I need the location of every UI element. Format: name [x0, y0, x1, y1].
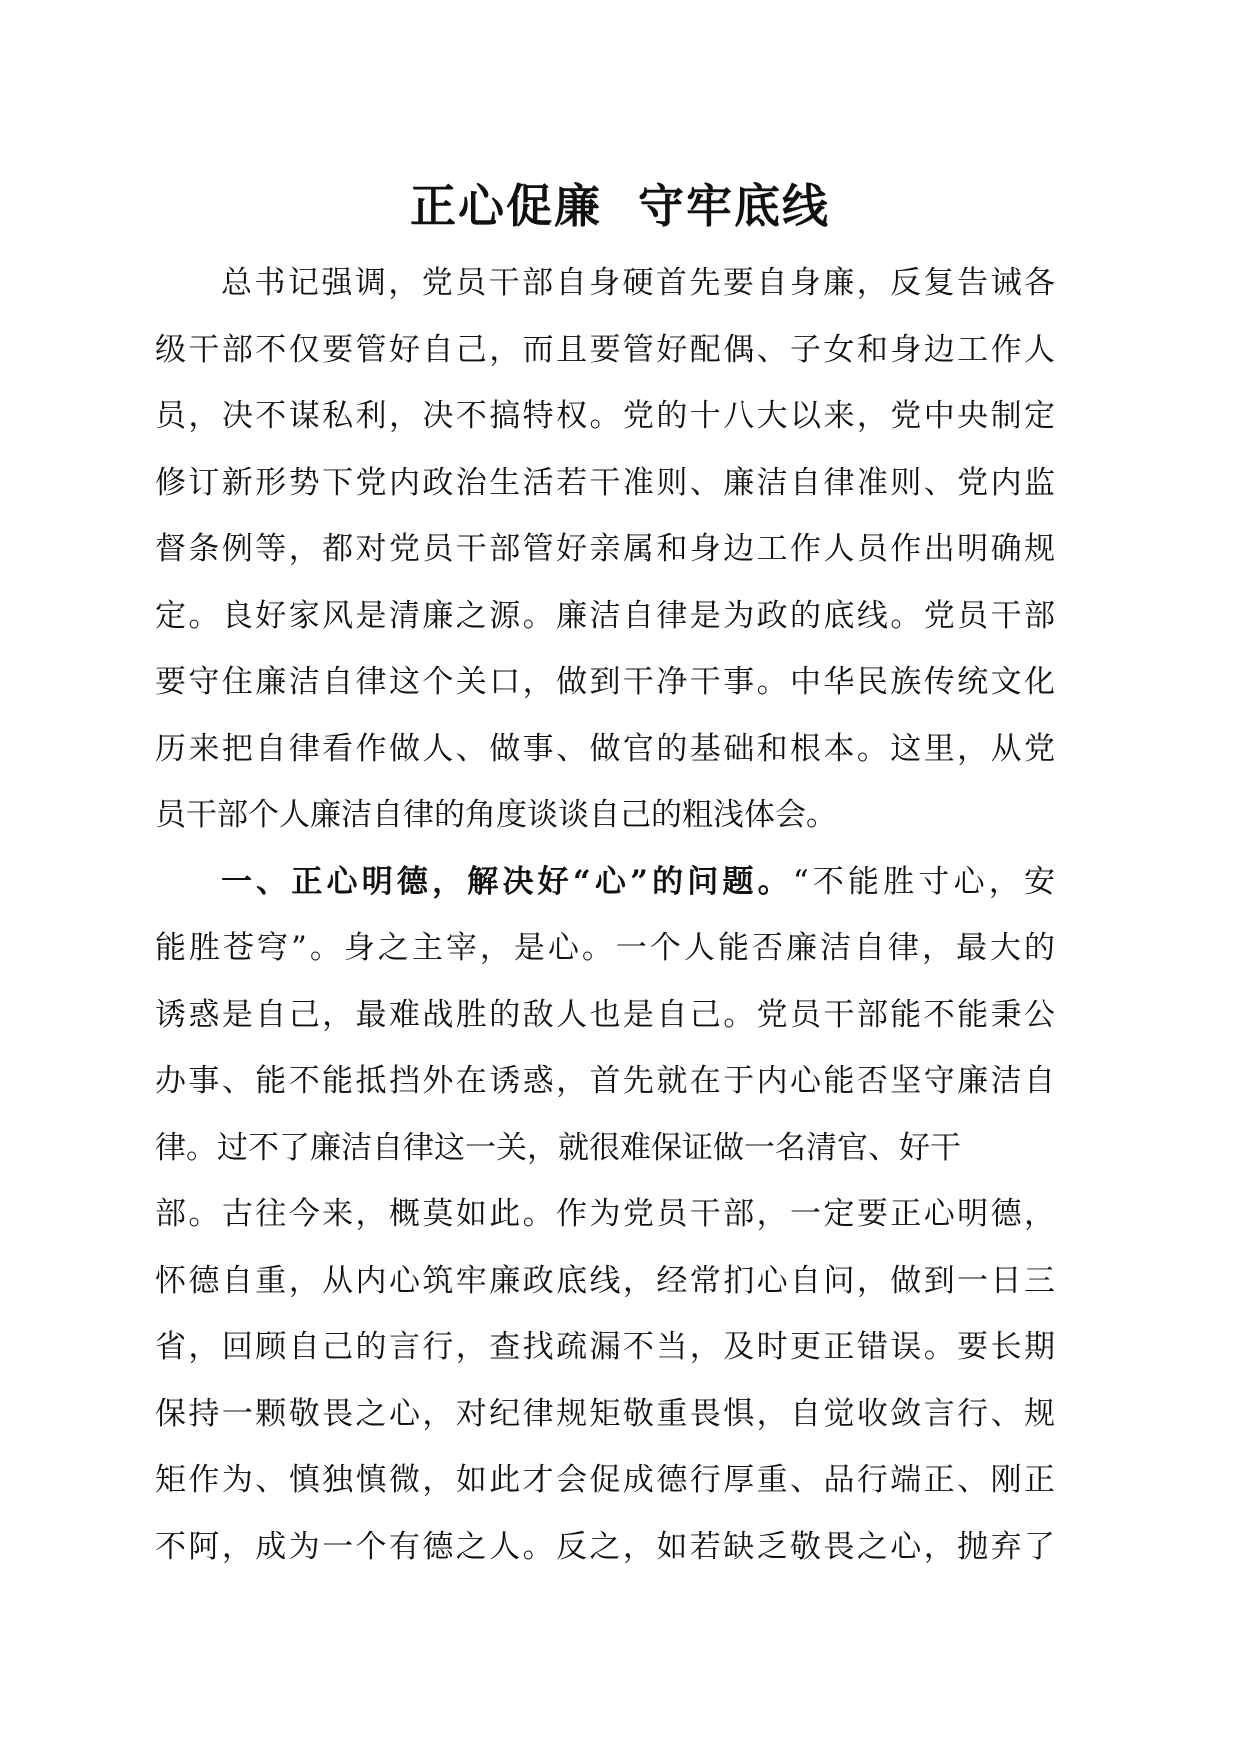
paragraph-intro — [155, 250, 1055, 849]
text-line: 矩作为、慎独慎微，如此才会促成德行厚重、品行端正、刚正 — [155, 1462, 1055, 1498]
text-line: 历来把自律看作做人、做事、做官的基础和根本。这里，从党 — [155, 730, 1055, 767]
text-line: 省，回顾自己的言行，查找疏漏不当，及时更正错误。要长期 — [155, 1329, 1055, 1365]
section-heading-tail: “不能胜寸心，安 — [792, 863, 1055, 900]
text-line: 诱惑是自己，最难战胜的敌人也是自己。党员干部能不能秉公 — [155, 996, 1055, 1033]
text-line: 定。良好家风是清廉之源。廉洁自律是为政的底线。党员干部 — [155, 597, 1055, 634]
text-line: 能胜苍穹”。身之主宰，是心。一个人能否廉洁自律，最大的 — [155, 930, 1055, 966]
text-line: 保持一颗敬畏之心，对纪律规矩敬重畏惧，自觉收敛言行、规 — [155, 1395, 1055, 1432]
text-line: 修订新形势下党内政治生活若干准则、廉洁自律准则、党内监 — [155, 464, 1055, 501]
text-line: 律。过不了廉洁自律这一关，就很难保证做一名清官、好干 — [155, 1129, 961, 1166]
text-line: 总书记强调，党员干部自身硬首先要自身廉，反复告诫各 — [221, 265, 1055, 301]
text-line: 怀德自重，从内心筑牢廉政底线，经常扪心自问，做到一日三 — [155, 1262, 1055, 1299]
text-line: 员，决不谋私利，决不搞特权。党的十八大以来，党中央制定 — [155, 398, 1055, 434]
paragraph-section-1 — [155, 849, 1055, 1581]
section-heading: 一、正心明德，解决好“心”的问题。 — [221, 863, 793, 900]
document-body — [155, 250, 1055, 1580]
text-line: 部。古往今来，概莫如此。作为党员干部，一定要正心明德， — [155, 1196, 1055, 1232]
text-line: 要守住廉洁自律这个关口，做到干净干事。中华民族传统文化 — [155, 664, 1055, 700]
document-title: 正心促廉 守牢底线 — [409, 179, 831, 233]
text-line: 员干部个人廉洁自律的角度谈谈自己的粗浅体会。 — [155, 797, 837, 833]
text-line: 督条例等，都对党员干部管好亲属和身边工作人员作出明确规 — [155, 531, 1055, 567]
text-line: 不阿，成为一个有德之人。反之，如若缺乏敬畏之心，抛弃了 — [155, 1528, 1055, 1565]
text-line: 级干部不仅要管好自己，而且要管好配偶、子女和身边工作人 — [155, 331, 1055, 368]
section-heading-line — [155, 849, 1055, 916]
text-line: 办事、能不能抵挡外在诱惑，首先就在于内心能否坚守廉洁自 — [155, 1063, 1055, 1099]
